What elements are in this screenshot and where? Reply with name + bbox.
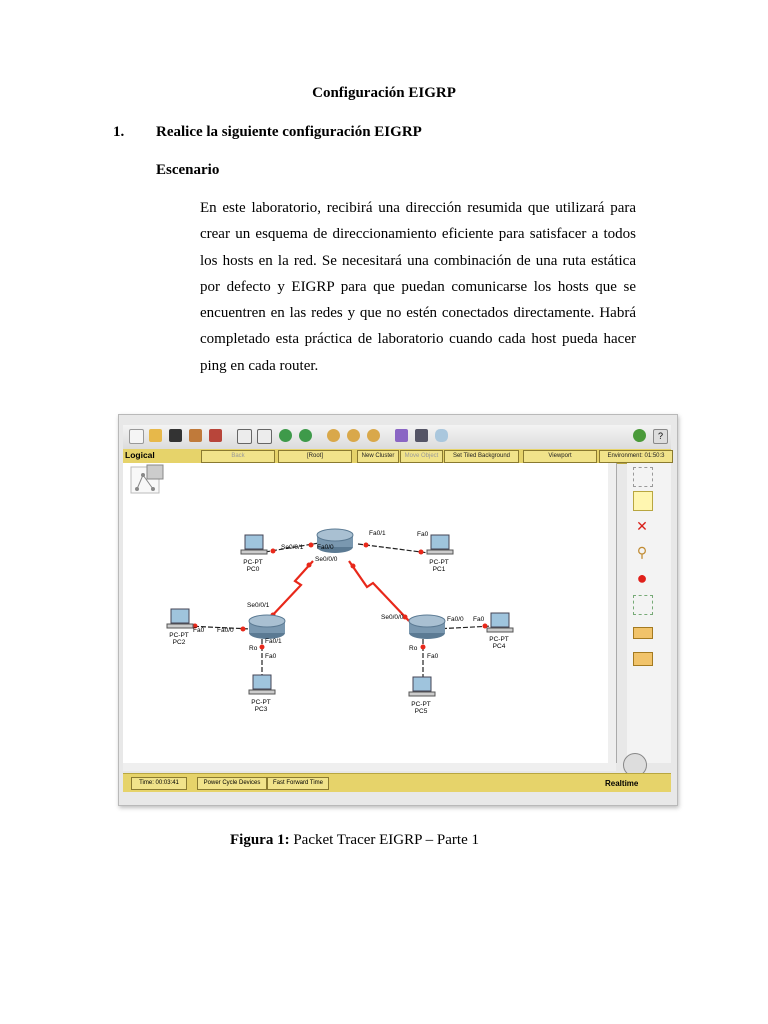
serial-link-r0-r2 bbox=[349, 561, 409, 621]
copy-icon bbox=[237, 429, 252, 444]
new-file-icon bbox=[129, 429, 144, 444]
packet-tracer-screenshot bbox=[118, 414, 678, 806]
pc4-type-label: PC-PT bbox=[489, 636, 509, 643]
power-cycle-button[interactable]: Power Cycle Devices bbox=[197, 777, 267, 790]
info-icon bbox=[633, 429, 646, 442]
router-right-label: Ro bbox=[409, 645, 418, 652]
subsection-title: Escenario bbox=[156, 162, 220, 178]
se001-left-label: Se0/0/1 bbox=[247, 602, 270, 609]
help-icon: ? bbox=[653, 429, 668, 444]
viewport-button[interactable]: Viewport bbox=[523, 450, 597, 463]
fa0-pc5-label: Fa0 bbox=[427, 653, 439, 660]
note-tool-icon[interactable] bbox=[633, 491, 653, 511]
section-title: Realice la siguiente configuración EIGRP bbox=[156, 124, 422, 140]
router-left-label: Ro bbox=[249, 645, 258, 652]
pc-icon-pc4[interactable] bbox=[487, 613, 513, 632]
fast-forward-button[interactable]: Fast Forward Time bbox=[267, 777, 329, 790]
undo-icon bbox=[279, 429, 292, 442]
cloud-icon bbox=[435, 429, 448, 442]
logical-workspace[interactable] bbox=[123, 463, 617, 763]
delete-tool-icon[interactable]: ✕ bbox=[636, 518, 648, 534]
pc-icon-pc2[interactable] bbox=[167, 609, 193, 628]
figure-caption bbox=[230, 832, 479, 849]
back-button[interactable]: Back bbox=[201, 450, 275, 463]
tool-panel bbox=[627, 463, 671, 763]
fa0-pc4-label: Fa0 bbox=[473, 616, 485, 623]
redo-icon bbox=[299, 429, 312, 442]
horizontal-scrollbar[interactable] bbox=[123, 763, 616, 771]
draw-shape-icon[interactable]: ● bbox=[636, 568, 648, 588]
print-icon bbox=[189, 429, 202, 442]
fa01-top-label: Fa0/1 bbox=[369, 530, 386, 537]
fa01-left-label: Fa0/1 bbox=[265, 638, 282, 645]
vertical-scrollbar[interactable] bbox=[608, 463, 616, 763]
select-tool-icon[interactable] bbox=[633, 467, 653, 487]
fa0-pc3-label: Fa0 bbox=[265, 653, 277, 660]
se000-top-label: Se0/0/0 bbox=[315, 556, 338, 563]
pc0-type-label: PC-PT bbox=[243, 559, 263, 566]
pc-icon-pc0[interactable] bbox=[241, 535, 267, 554]
zoom-reset-icon bbox=[347, 429, 360, 442]
inspect-tool-icon[interactable]: ⚲ bbox=[636, 544, 648, 560]
fa00-left-label: Fa0/0 bbox=[217, 627, 234, 634]
ethernet-link-r0-pc1 bbox=[358, 543, 429, 555]
environment-button[interactable]: Environment: 01:50:3 bbox=[599, 450, 673, 463]
pc2-type-label: PC-PT bbox=[169, 632, 189, 639]
simple-pdu-icon[interactable] bbox=[633, 627, 653, 639]
fa00-top-label: Fa0/0 bbox=[317, 544, 334, 551]
complex-pdu-icon[interactable] bbox=[633, 652, 653, 666]
pc-icon-pc5[interactable] bbox=[409, 677, 435, 696]
open-folder-icon bbox=[149, 429, 162, 442]
serial-link-r0-r1 bbox=[269, 561, 313, 619]
save-icon bbox=[169, 429, 182, 442]
resize-tool-icon[interactable] bbox=[633, 595, 653, 615]
paste-icon bbox=[257, 429, 272, 444]
pt-toolbar bbox=[123, 425, 671, 450]
scenario-paragraph: En este laboratorio, recibirá una dirección resumida que utilizará para crear un esquema de direccionamiento eficiente para satisfacer a todos los hosts en la red. Se necesitará una combinación de una ruta estática por defecto y EIGRP para que puedan comunicarse los hosts que se encuentren en las redes y que no estén conectados directamente. Habrá completado esta práctica de laboratorio cuando cada host pueda hacer ping en cada router. bbox=[200, 200, 636, 374]
pc3-name-label: PC3 bbox=[254, 706, 268, 713]
router-r2[interactable] bbox=[409, 615, 445, 639]
fa0-pc2-label: Fa0 bbox=[193, 627, 205, 634]
pc1-type-label: PC-PT bbox=[429, 559, 449, 566]
se001-top-label: Se0/0/1 bbox=[281, 544, 304, 551]
realtime-mode-label[interactable]: Realtime bbox=[605, 779, 639, 788]
palette-icon bbox=[395, 429, 408, 442]
workspace-bar bbox=[123, 449, 671, 464]
pc1-name-label: PC1 bbox=[432, 566, 446, 573]
section-number: 1. bbox=[113, 124, 125, 140]
zoom-out-icon bbox=[367, 429, 380, 442]
pc-icon-pc1[interactable] bbox=[427, 535, 453, 554]
new-cluster-button[interactable]: New Cluster bbox=[357, 450, 399, 463]
pc-icon-pc3[interactable] bbox=[249, 675, 275, 694]
caption-text: Packet Tracer EIGRP – Parte 1 bbox=[289, 832, 479, 848]
pc0-name-label: PC0 bbox=[246, 566, 260, 573]
pc3-type-label: PC-PT bbox=[251, 699, 271, 706]
se000-right-label: Se0/0/0 bbox=[381, 614, 404, 621]
network-topology bbox=[123, 463, 616, 763]
status-bar bbox=[123, 773, 671, 792]
pc2-name-label: PC2 bbox=[172, 639, 186, 646]
fa0-pc1-label: Fa0 bbox=[417, 531, 429, 538]
time-display: Time: 00:03:41 bbox=[131, 777, 187, 790]
activity-wizard-icon bbox=[209, 429, 222, 442]
pc4-name-label: PC4 bbox=[492, 643, 506, 650]
zoom-in-icon bbox=[327, 429, 340, 442]
caption-label: Figura 1: bbox=[230, 832, 290, 848]
logical-mode-label: Logical bbox=[125, 450, 155, 460]
fa00-right-label: Fa0/0 bbox=[447, 616, 464, 623]
router-r1[interactable] bbox=[249, 615, 285, 639]
move-object-button[interactable]: Move Object bbox=[400, 450, 443, 463]
root-button[interactable]: [Root] bbox=[278, 450, 352, 463]
cluster-navigation-icon bbox=[131, 465, 163, 493]
pc5-name-label: PC5 bbox=[414, 708, 428, 715]
device-template-icon bbox=[415, 429, 428, 442]
page-title: Configuración EIGRP bbox=[312, 85, 456, 101]
set-tiled-background-button[interactable]: Set Tiled Background bbox=[444, 450, 519, 463]
pc5-type-label: PC-PT bbox=[411, 701, 431, 708]
